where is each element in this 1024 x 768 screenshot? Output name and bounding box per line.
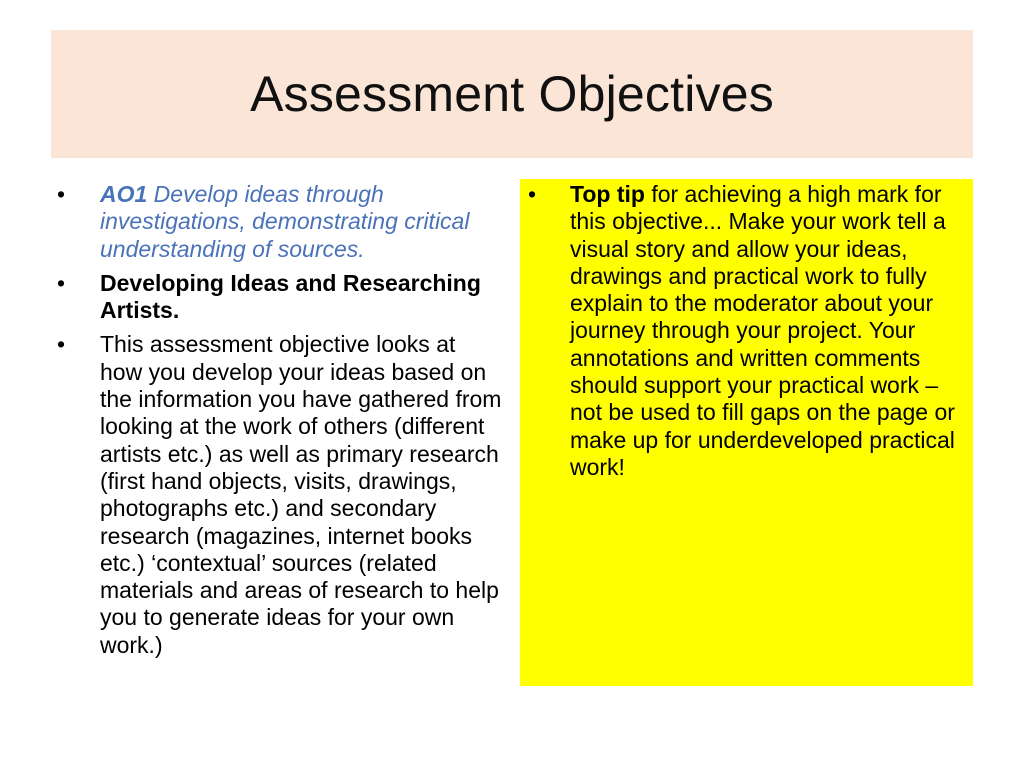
- developing-ideas-heading: Developing Ideas and Researching Artists.: [100, 269, 481, 324]
- ao1-label: AO1: [100, 181, 148, 207]
- left-column: [57, 181, 502, 666]
- ao1-statement: [100, 181, 469, 262]
- bullet-objective-description: [57, 331, 502, 659]
- bullet-developing-ideas: [57, 270, 502, 325]
- right-bullet-list: [528, 181, 963, 481]
- bullet-icon: •: [57, 331, 66, 358]
- bullet-icon: •: [528, 181, 537, 207]
- title-band: [51, 30, 973, 158]
- top-tip-box: [520, 179, 973, 686]
- bullet-icon: •: [57, 181, 66, 207]
- objective-description: This assessment objective looks at how you develop your ideas based on the information you have gathered from looking at the work of others (different artists etc.) as well as primary research (first hand objects, visits, drawings, photographs etc.) and secondary research (magazines, internet books etc.) ‘contextual’ sources (related materials and areas of research to help you to generate ideas for your own work.): [100, 331, 502, 658]
- ao1-text: Develop ideas through investigations, demonstrating critical understanding of sources.: [100, 181, 470, 262]
- bullet-ao1: [57, 181, 502, 263]
- bullet-top-tip: [528, 181, 963, 481]
- top-tip-text: for achieving a high mark for this objective... Make your work tell a visual story and allow your ideas, drawings and practical work to fully explain to the moderator about your journey through your project. Your annotations and written comments should support your practical work – not be used to fill gaps on the page or make up for underdeveloped practical work!: [570, 181, 955, 480]
- slide-title: Assessment Objectives: [250, 66, 774, 122]
- bullet-icon: •: [57, 269, 66, 296]
- left-bullet-list: [57, 181, 502, 659]
- top-tip-label: Top tip: [570, 181, 645, 207]
